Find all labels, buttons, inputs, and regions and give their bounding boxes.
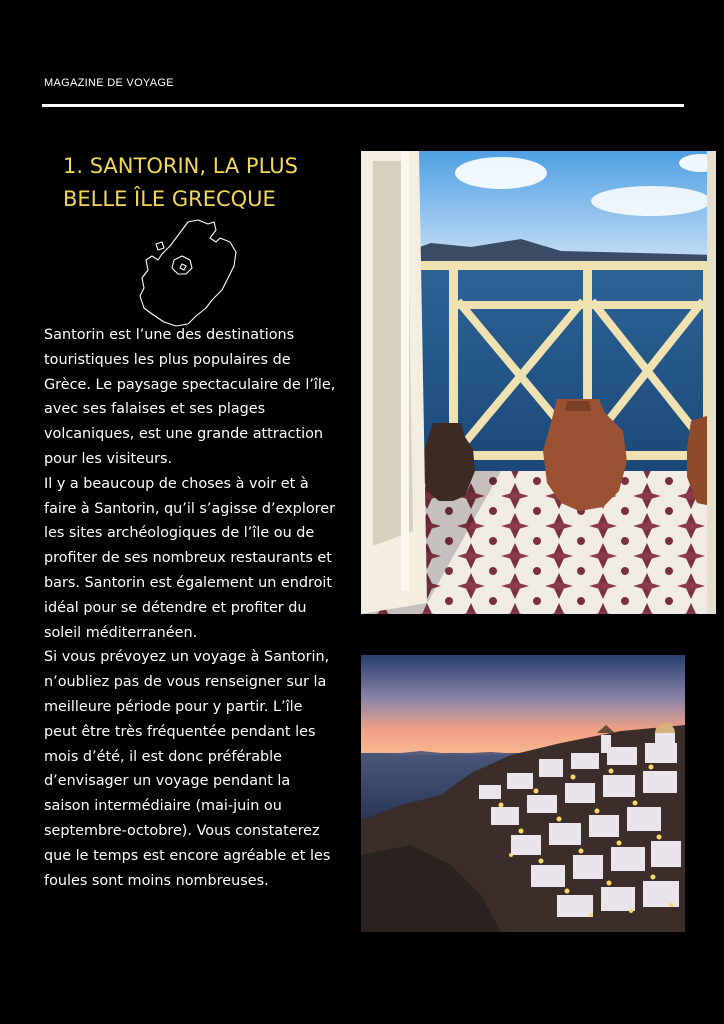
balcony-sea-view-photo — [361, 151, 716, 614]
header-divider — [42, 104, 684, 107]
article-paragraph-1: Santorin est l’une des destinations touristiques les plus populaires de Grèce. Le paysage spectaculaire de l’île, avec ses falaises et ses plages volcaniques, est une grande attraction pour les visiteurs. — [44, 327, 336, 467]
oia-village-dusk-photo — [361, 655, 685, 932]
article-title: 1. SANTORIN, LA PLUS BELLE ÎLE GRECQUE — [63, 154, 298, 211]
article-body — [44, 323, 336, 893]
article-paragraph-2: Il y a beaucoup de choses à voir et à faire à Santorin, qu’il s’agisse d’explorer les sites archéologiques de l’île ou de profiter de ses nombreux restaurants et bars. Santorin est également un endroit idéal pour se détendre et profiter du soleil méditerranéen. — [44, 475, 335, 641]
article-paragraph-3: Si vous prévoyez un voyage à Santorin, n’oubliez pas de vous renseigner sur la meilleure période pour y partir. L’île peut être très fréquentée pendant les mois d’été, il est donc préférable d’envisager un voyage pendant la saison intermédiaire (mai-juin ou septembre-octobre). Vous constaterez que le temps est encore agréable et les foules sont moins nombreuses. — [44, 649, 331, 889]
magazine-header-label: MAGAZINE DE VOYAGE — [44, 77, 174, 89]
santorini-island-outline-icon — [136, 216, 244, 328]
